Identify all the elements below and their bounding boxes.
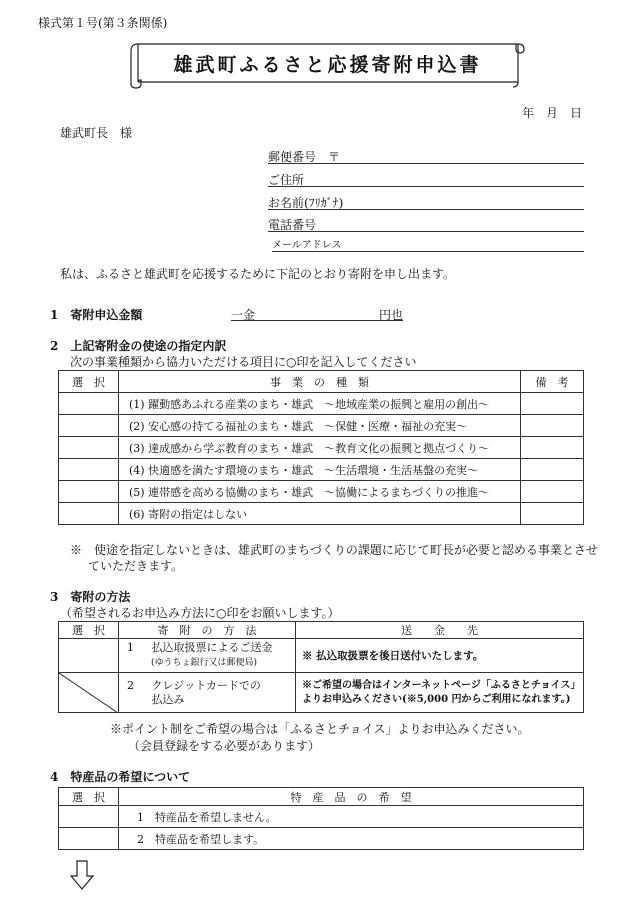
table-row bbox=[59, 673, 584, 713]
wish-item: 2 特産品を希望します。 bbox=[119, 828, 584, 850]
destination-cell: ※ご希望の場合はインターネットページ「ふるさとチョイス」よりお申込みください(※5,000 円からご利用になれます。) bbox=[296, 673, 584, 713]
select-cell-disabled bbox=[59, 673, 119, 713]
use-item: (1) 躍動感あふれる産業のまち・雄武 ～地域産業の振興と雇用の創出～ bbox=[119, 393, 521, 415]
table-row bbox=[59, 481, 584, 503]
remarks-cell[interactable] bbox=[521, 503, 584, 525]
email-field[interactable]: メールアドレス bbox=[272, 236, 584, 252]
method-no: 1 bbox=[127, 641, 134, 654]
remarks-cell[interactable] bbox=[521, 459, 584, 481]
select-cell[interactable] bbox=[59, 828, 119, 850]
product-table bbox=[58, 787, 584, 850]
table-row bbox=[59, 639, 584, 673]
postal-field[interactable]: 郵便番号 〒 bbox=[268, 148, 584, 164]
section-2-note: ※ 使途を指定しないときは、雄武町のまちづくりの課題に応じて町長が必要と認める事業とさせていただきます。 bbox=[70, 543, 598, 573]
header-select: 選 択 bbox=[59, 371, 119, 393]
method-cell bbox=[119, 639, 296, 673]
use-table bbox=[58, 370, 584, 525]
header-destination: 送 金 先 bbox=[296, 622, 584, 639]
select-cell[interactable] bbox=[59, 503, 119, 525]
table-row bbox=[59, 437, 584, 459]
use-item: (5) 連帯感を高める協働のまち・雄武 ～協働によるまちづくりの推進～ bbox=[119, 481, 521, 503]
section-2-label: 2 上記寄附金の使途の指定内訳 bbox=[50, 339, 227, 353]
select-cell[interactable] bbox=[59, 459, 119, 481]
header-remarks: 備 考 bbox=[521, 371, 584, 393]
down-arrow-icon bbox=[70, 860, 94, 893]
method-table bbox=[58, 621, 584, 713]
wish-item: 1 特産品を希望しません。 bbox=[119, 806, 584, 828]
table-row bbox=[59, 393, 584, 415]
amount-suffix: 円也 bbox=[378, 308, 403, 322]
use-item: (2) 安心感の持てる福祉のまち・雄武 ～保健・医療・福祉の充実～ bbox=[119, 415, 521, 437]
section-2-instruction: 次の事業種類から協力いただける項目に○印を記入してください bbox=[70, 355, 417, 369]
use-item: (6) 寄附の指定はしない bbox=[119, 503, 521, 525]
header-type: 事 業 の 種 類 bbox=[119, 371, 521, 393]
use-item: (3) 達成感から学ぶ教育のまち・雄武 ～教育文化の振興と拠点づくり～ bbox=[119, 437, 521, 459]
phone-field[interactable]: 電話番号 bbox=[268, 216, 584, 232]
section-3-label: 3 寄附の方法 bbox=[50, 590, 131, 604]
remarks-cell[interactable] bbox=[521, 415, 584, 437]
select-cell[interactable] bbox=[59, 639, 119, 673]
section-3-note-1: ※ポイント制をご希望の場合は「ふるさとチョイス」よりお申込みください。 bbox=[110, 722, 530, 736]
header-method: 寄 附 の 方 法 bbox=[119, 622, 296, 639]
name-field[interactable]: お名前(ﾌﾘｶﾞﾅ) bbox=[268, 194, 584, 210]
select-cell[interactable] bbox=[59, 437, 119, 459]
remarks-cell[interactable] bbox=[521, 481, 584, 503]
header-select: 選 択 bbox=[59, 788, 119, 806]
remarks-cell[interactable] bbox=[521, 393, 584, 415]
use-item: (4) 快適感を満たす環境のまち・雄武 ～生活環境・生活基盤の充実～ bbox=[119, 459, 521, 481]
method-cell bbox=[119, 673, 296, 713]
section-3-note-2: （会員登録をする必要があります） bbox=[128, 739, 321, 753]
method-no: 2 bbox=[127, 678, 134, 692]
table-row bbox=[59, 459, 584, 481]
address-field[interactable]: ご住所 bbox=[268, 171, 584, 187]
date-label: 年 月 日 bbox=[521, 106, 582, 120]
amount-field[interactable] bbox=[231, 306, 403, 321]
header-select: 選 択 bbox=[59, 622, 119, 639]
remarks-cell[interactable] bbox=[521, 437, 584, 459]
addressee: 雄武町長 様 bbox=[60, 126, 133, 140]
destination-cell: ※ 払込取扱票を後日送付いたします。 bbox=[296, 639, 584, 673]
method-sub: (ゆうちょ銀行又は郵便局) bbox=[151, 658, 258, 668]
page-title: 雄武町ふるさと応援寄附申込書 bbox=[173, 54, 482, 76]
table-row bbox=[59, 828, 584, 850]
table-row bbox=[59, 806, 584, 828]
section-3-instruction: （希望されるお申込み方法に○印をお願いします。） bbox=[60, 606, 340, 620]
select-cell[interactable] bbox=[59, 481, 119, 503]
method-label: 払込取扱票によるご送金 bbox=[151, 641, 273, 654]
amount-prefix: 一金 bbox=[231, 308, 256, 322]
select-cell[interactable] bbox=[59, 415, 119, 437]
intro-text: 私は、ふるさと雄武町を応援するために下記のとおり寄附を申し出ます。 bbox=[60, 267, 456, 281]
method-label: クレジットカードでの払込み bbox=[151, 678, 261, 706]
diagonal-line-icon bbox=[59, 673, 118, 713]
title-scroll bbox=[130, 40, 525, 90]
header-wish: 特 産 品 の 希 望 bbox=[119, 788, 584, 806]
table-row bbox=[59, 503, 584, 525]
form-number: 様式第１号(第３条関係) bbox=[38, 16, 168, 30]
table-row bbox=[59, 415, 584, 437]
select-cell[interactable] bbox=[59, 806, 119, 828]
select-cell[interactable] bbox=[59, 393, 119, 415]
section-1-label: 1 寄附申込金額 bbox=[50, 308, 143, 322]
section-4-label: 4 特産品の希望について bbox=[50, 770, 191, 784]
